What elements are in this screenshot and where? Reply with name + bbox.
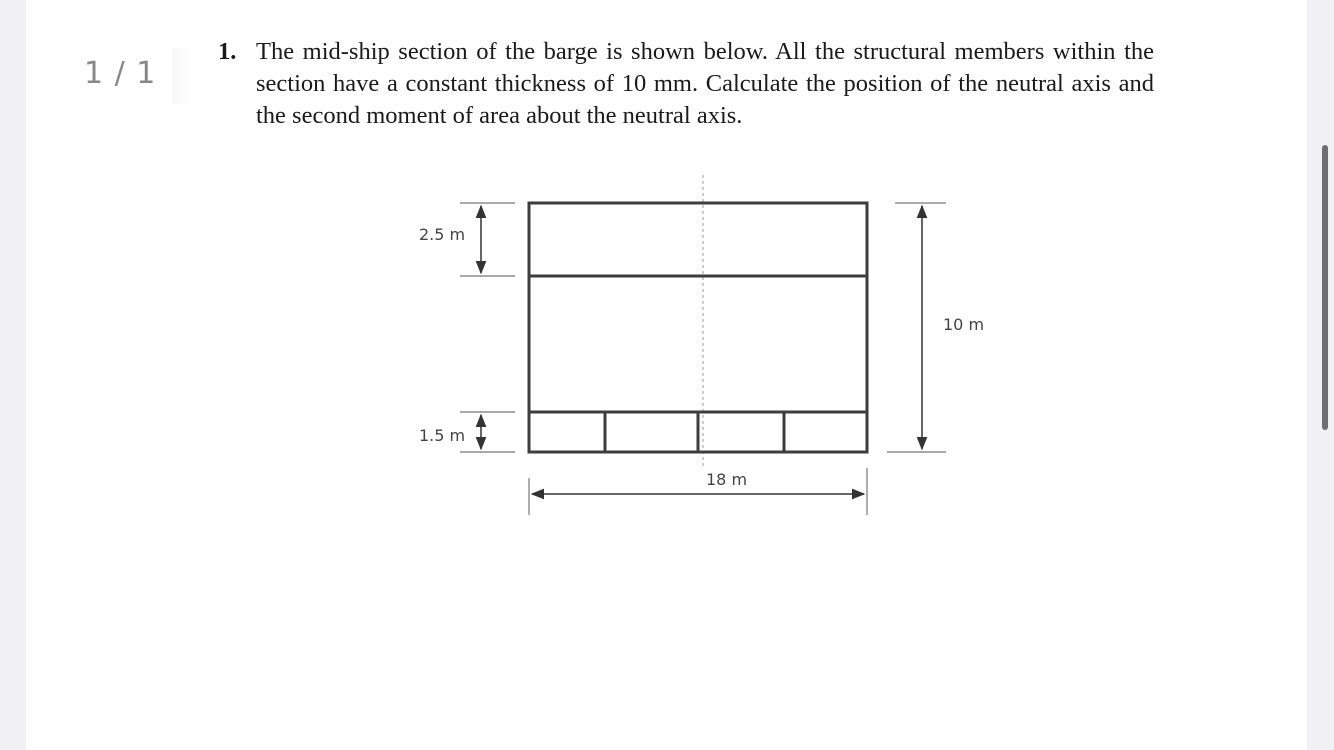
breadth-dimension: [529, 466, 867, 515]
page-counter: 1 / 1: [84, 56, 157, 91]
deck-height-dimension: [419, 203, 515, 276]
depth-dimension: [887, 203, 984, 452]
deck-height-label: 2.5 m: [419, 225, 466, 244]
depth-label: 10 m: [943, 315, 985, 334]
question-number: 1.: [218, 38, 237, 65]
double-bottom-height-label: 1.5 m: [419, 426, 466, 445]
vertical-scrollbar[interactable]: [1322, 145, 1328, 430]
double-bottom-height-dimension: [419, 412, 515, 452]
breadth-label: 18 m: [706, 470, 748, 489]
question-text: The mid-ship section of the barge is shown below. All the structural members within the section have a constant thickness of 10 mm. Calculate the position of the neutral axis and the second moment of area about the neutral axis.: [256, 38, 1154, 129]
